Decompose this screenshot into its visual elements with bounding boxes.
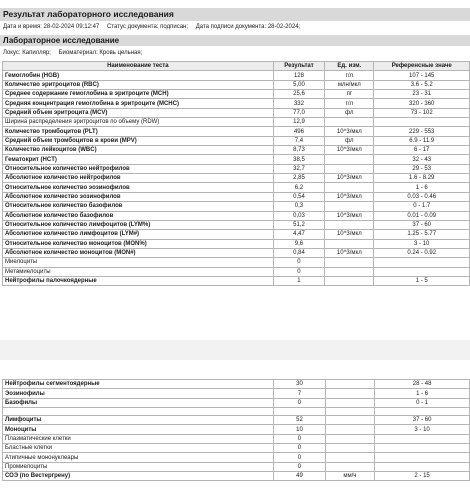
reference-cell: 6 - 17: [374, 146, 470, 155]
unit-cell: [325, 202, 374, 211]
unit-cell: [325, 416, 375, 425]
table-row: [3, 220, 470, 229]
table-row: [3, 202, 470, 211]
unit-cell: [325, 462, 375, 471]
result-cell: 51,2: [273, 220, 325, 229]
table-row: [3, 398, 470, 407]
table-row: [3, 118, 470, 127]
result-cell: 6,2: [273, 183, 325, 192]
test-name-cell: Ширина распределения эритроцитов по объему (RDW): [3, 118, 274, 127]
unit-cell: 10^3/мкл: [325, 211, 374, 220]
column-header-unit: Ед. изм.: [325, 62, 374, 71]
unit-cell: [325, 239, 374, 248]
result-cell: 0,03: [273, 211, 325, 220]
reference-cell: [374, 267, 470, 276]
test-name-cell: СОЭ (по Вестергрену): [3, 472, 274, 481]
table-row: [3, 462, 470, 471]
reference-cell: [375, 444, 470, 453]
unit-cell: [325, 434, 375, 443]
locus-label: Локус: Капилляр;: [3, 50, 51, 56]
reference-cell: 107 - 145: [374, 71, 470, 80]
reference-cell: 1.6 - 8.29: [374, 174, 470, 183]
table-row: [3, 408, 470, 416]
unit-cell: [325, 389, 375, 398]
reference-cell: 1 - 5: [374, 276, 470, 285]
table-row: [3, 211, 470, 220]
test-name-cell: Миелоциты: [3, 258, 274, 267]
result-cell: 332: [273, 99, 325, 108]
table-row: [3, 90, 470, 99]
result-cell: 1: [273, 276, 325, 285]
unit-cell: [325, 444, 375, 453]
result-cell: 0,54: [273, 192, 325, 201]
table-row: [3, 453, 470, 462]
table-row: [3, 267, 470, 276]
test-name-cell: Среднее содержание гемоглобина в эритроците (MCH): [3, 90, 274, 99]
table-row: [3, 276, 470, 285]
report-datetime: Дата и время: 28-02-2024 09:12:47: [3, 24, 100, 30]
test-name-cell: Эозинофилы: [3, 389, 274, 398]
reference-cell: 229 - 553: [374, 127, 470, 136]
page-break-gap: [0, 340, 470, 360]
reference-cell: 32 - 43: [374, 155, 470, 164]
reference-cell: 0.01 - 0.09: [374, 211, 470, 220]
unit-cell: [325, 425, 375, 434]
document-status: Статус документа: подписан;: [106, 24, 189, 30]
result-cell: 0: [274, 462, 325, 471]
unit-cell: [325, 183, 374, 192]
test-name-cell: Относительное количество базофилов: [3, 202, 274, 211]
result-cell: [274, 408, 325, 416]
test-name-cell: Средний объем эритроцита (MCV): [3, 108, 274, 117]
result-cell: 12,9: [273, 118, 325, 127]
test-name-cell: Количество тромбоцитов (PLT): [3, 127, 274, 136]
reference-cell: 1 - 6: [375, 389, 470, 398]
table-row: [3, 444, 470, 453]
test-name-cell: Абсолютное количество нейтрофилов: [3, 174, 274, 183]
unit-cell: [325, 276, 374, 285]
unit-cell: мм/ч: [325, 472, 375, 481]
unit-cell: г/л: [325, 99, 374, 108]
reference-cell: 0.03 - 0.46: [374, 192, 470, 201]
reference-cell: 73 - 102: [374, 108, 470, 117]
unit-cell: [325, 380, 375, 389]
result-cell: 0: [274, 444, 325, 453]
result-cell: 128: [273, 71, 325, 80]
table-row: [3, 80, 470, 89]
table-row: [3, 230, 470, 239]
reference-cell: 3.6 - 5.2: [374, 80, 470, 89]
unit-cell: млн/мкл: [325, 80, 374, 89]
table-row: [3, 389, 470, 398]
test-name-cell: Количество лейкоцитов (WBC): [3, 146, 274, 155]
reference-cell: 28 - 48: [375, 380, 470, 389]
table-row: [3, 380, 470, 389]
reference-cell: 37 - 60: [375, 416, 470, 425]
reference-cell: 0 - 1: [375, 398, 470, 407]
reference-cell: 29 - 53: [374, 164, 470, 173]
result-cell: 7,4: [273, 136, 325, 145]
unit-cell: [325, 258, 374, 267]
table-row: [3, 174, 470, 183]
test-name-cell: Плазматические клетки: [3, 434, 274, 443]
result-cell: 32,7: [273, 164, 325, 173]
results-table: [2, 61, 470, 286]
result-cell: 5,00: [273, 80, 325, 89]
test-name-cell: Относительное количество лимфоцитов (LYM%): [3, 220, 274, 229]
unit-cell: г/л: [325, 71, 374, 80]
test-name-cell: Базофилы: [3, 398, 274, 407]
test-name-cell: Промиелоциты: [3, 462, 274, 471]
test-name-cell: Абсолютное количество моноцитов (MON#): [3, 248, 274, 257]
reference-cell: 0 - 1.7: [374, 202, 470, 211]
unit-cell: 10^3/мкл: [325, 192, 374, 201]
reference-cell: 2 - 15: [375, 472, 470, 481]
reference-cell: [374, 118, 470, 127]
results-table-continued: [2, 379, 470, 481]
table-row: [3, 416, 470, 425]
table-row: [3, 136, 470, 145]
table-row: [3, 258, 470, 267]
unit-cell: [325, 220, 374, 229]
report-title: Результат лабораторного исследования: [0, 8, 470, 21]
table-row: [3, 108, 470, 117]
reference-cell: 37 - 60: [374, 220, 470, 229]
section-title: Лабораторное исследование: [0, 35, 470, 46]
reference-cell: [375, 462, 470, 471]
unit-cell: 10^3/мкл: [325, 146, 374, 155]
test-name-cell: [3, 408, 274, 416]
test-name-cell: Лимфоциты: [3, 416, 274, 425]
test-name-cell: Средний объем тромбоцитов в крови (MPV): [3, 136, 274, 145]
result-cell: 8,73: [273, 146, 325, 155]
column-header-result: Результат: [273, 62, 325, 71]
reference-cell: 1 - 6: [374, 183, 470, 192]
table-row: [3, 99, 470, 108]
test-name-cell: Метамиелоциты: [3, 267, 274, 276]
table-row: [3, 239, 470, 248]
result-cell: 2,85: [273, 174, 325, 183]
reference-cell: [375, 408, 470, 416]
unit-cell: фл: [325, 108, 374, 117]
unit-cell: [325, 155, 374, 164]
result-cell: 0: [274, 398, 325, 407]
section-meta: [3, 49, 148, 57]
column-header-reference: Референсные значе: [374, 62, 470, 71]
test-name-cell: Относительное количество моноцитов (MON%): [3, 239, 274, 248]
table-row: [3, 164, 470, 173]
result-cell: 25,6: [273, 90, 325, 99]
test-name-cell: Средняя концентрация гемоглобина в эритроците (MCHC): [3, 99, 274, 108]
test-name-cell: Относительное количество нейтрофилов: [3, 164, 274, 173]
unit-cell: 10^3/мкл: [325, 174, 374, 183]
result-cell: 38,5: [273, 155, 325, 164]
unit-cell: [325, 398, 375, 407]
table-row: [3, 434, 470, 443]
result-cell: 0: [273, 267, 325, 276]
test-name-cell: Абсолютное количество базофилов: [3, 211, 274, 220]
unit-cell: [325, 118, 374, 127]
result-cell: 77,0: [273, 108, 325, 117]
table-row: [3, 192, 470, 201]
test-name-cell: Гемоглобин (HGB): [3, 71, 274, 80]
reference-cell: [375, 434, 470, 443]
sign-date: Дата подписи документа: 28-02-2024;: [195, 24, 301, 30]
reference-cell: 3 - 10: [375, 425, 470, 434]
test-name-cell: Моноциты: [3, 425, 274, 434]
table-row: [3, 71, 470, 80]
column-header-test-name: Наименование теста: [3, 62, 274, 71]
unit-cell: 10^3/мкл: [325, 127, 374, 136]
table-row: [3, 248, 470, 257]
result-cell: 30: [274, 380, 325, 389]
table-row: [3, 472, 470, 481]
result-cell: 49: [274, 472, 325, 481]
reference-cell: [374, 258, 470, 267]
unit-cell: 10^3/мкл: [325, 230, 374, 239]
table-row: [3, 146, 470, 155]
report-meta: [3, 23, 306, 31]
unit-cell: [325, 164, 374, 173]
result-cell: 10: [274, 425, 325, 434]
table-row: [3, 425, 470, 434]
result-cell: 0,3: [273, 202, 325, 211]
result-cell: 0: [274, 434, 325, 443]
test-name-cell: Гематокрит (HCT): [3, 155, 274, 164]
table-row: [3, 183, 470, 192]
reference-cell: 0.24 - 0.92: [374, 248, 470, 257]
table-header-row: [3, 62, 470, 71]
unit-cell: 10^3/мкл: [325, 248, 374, 257]
unit-cell: [325, 453, 375, 462]
unit-cell: [325, 408, 375, 416]
result-cell: 4,47: [273, 230, 325, 239]
unit-cell: фл: [325, 136, 374, 145]
unit-cell: [325, 267, 374, 276]
test-name-cell: Нейтрофилы сегментоядерные: [3, 380, 274, 389]
result-cell: 0,84: [273, 248, 325, 257]
test-name-cell: Абсолютное количество лимфоцитов (LYM#): [3, 230, 274, 239]
test-name-cell: Нейтрофилы палочкоядерные: [3, 276, 274, 285]
table-row: [3, 127, 470, 136]
reference-cell: 23 - 31: [374, 90, 470, 99]
test-name-cell: Количество эритроцитов (RBC): [3, 80, 274, 89]
unit-cell: пг: [325, 90, 374, 99]
result-cell: 9,6: [273, 239, 325, 248]
reference-cell: 6.9 - 11.9: [374, 136, 470, 145]
result-cell: 0: [274, 453, 325, 462]
test-name-cell: Абсолютное количество эозинофилов: [3, 192, 274, 201]
result-cell: 7: [274, 389, 325, 398]
result-cell: 0: [273, 258, 325, 267]
reference-cell: [375, 453, 470, 462]
result-cell: 52: [274, 416, 325, 425]
test-name-cell: Относительное количество эозинофилов: [3, 183, 274, 192]
reference-cell: 320 - 360: [374, 99, 470, 108]
reference-cell: 3 - 10: [374, 239, 470, 248]
test-name-cell: Атипичные мононуклеары: [3, 453, 274, 462]
result-cell: 496: [273, 127, 325, 136]
reference-cell: 1.25 - 5.77: [374, 230, 470, 239]
test-name-cell: Бластные клетки: [3, 444, 274, 453]
biomaterial-label: Биоматериал: Кровь цельная;: [58, 50, 143, 56]
table-row: [3, 155, 470, 164]
